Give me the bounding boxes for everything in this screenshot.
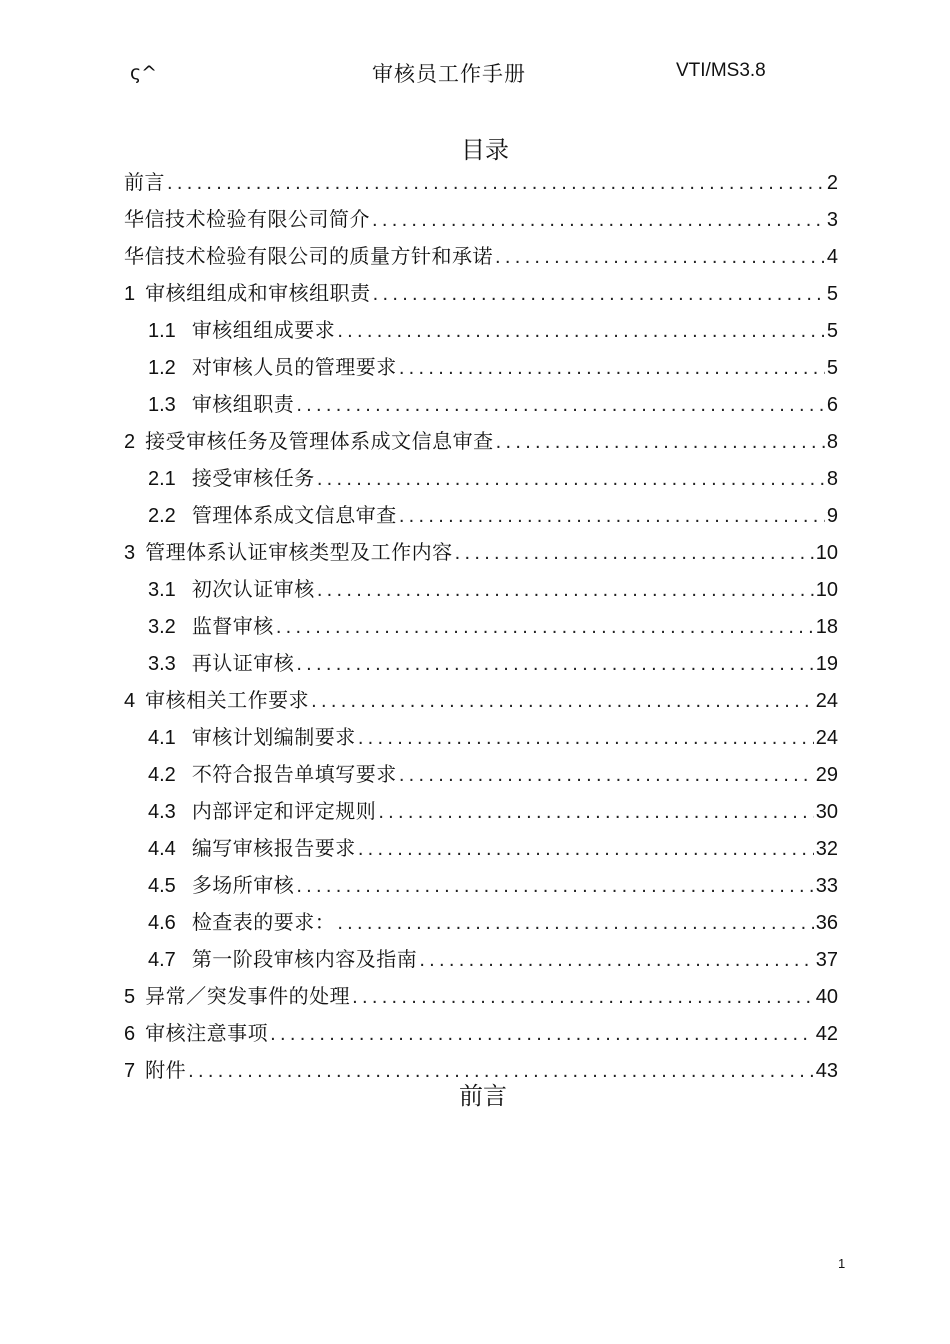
toc-entry[interactable] [124, 608, 838, 645]
toc-entry-page: 5 [826, 320, 838, 342]
toc-entry-number: 7 [124, 1060, 136, 1082]
toc-entry-number: 4.1 [148, 727, 176, 749]
toc-entry-title: 管理体系成文信息审查 [191, 503, 397, 527]
toc-entry-title: 审核组职责 [191, 392, 295, 416]
toc-entry-page: 3 [826, 209, 838, 231]
toc-entry-number: 4.7 [148, 949, 176, 971]
toc-entry-page: 36 [815, 912, 838, 934]
toc-entry-title: 多场所审核 [191, 873, 295, 897]
page-number: 1 [838, 1256, 846, 1271]
toc-dot-leader [296, 646, 813, 683]
toc-heading: 目录 [461, 136, 509, 164]
toc-dot-leader [167, 165, 825, 202]
toc-entry-number: 1.1 [148, 320, 176, 342]
toc-entry[interactable] [124, 830, 838, 867]
toc-entry[interactable] [124, 867, 838, 904]
table-of-contents [124, 164, 838, 1089]
toc-entry-page: 5 [826, 357, 838, 379]
toc-entry-page: 40 [815, 986, 838, 1008]
toc-entry-title: 第一阶段审核内容及指南 [191, 947, 418, 971]
toc-dot-leader [358, 831, 814, 868]
toc-entry-number: 4.3 [148, 801, 176, 823]
toc-dot-leader [337, 905, 813, 942]
toc-entry-number: 1.2 [148, 357, 176, 379]
toc-entry[interactable] [124, 793, 838, 830]
toc-dot-leader [317, 461, 825, 498]
toc-entry-title: 对审核人员的管理要求 [191, 355, 397, 379]
toc-entry-page: 6 [826, 394, 838, 416]
toc-entry-number: 4.4 [148, 838, 176, 860]
toc-entry[interactable] [124, 645, 838, 682]
toc-entry-page: 18 [815, 616, 838, 638]
toc-entry-title: 检查表的要求： [191, 910, 336, 934]
toc-entry[interactable] [124, 275, 838, 312]
toc-entry-number: 4.2 [148, 764, 176, 786]
toc-entry-page: 9 [826, 505, 838, 527]
toc-entry[interactable] [124, 349, 838, 386]
toc-entry[interactable] [124, 423, 838, 460]
toc-entry-page: 8 [826, 468, 838, 490]
toc-entry-page: 43 [815, 1060, 838, 1082]
toc-entry[interactable] [124, 1015, 838, 1052]
toc-entry[interactable] [124, 941, 838, 978]
toc-entry-number: 2.1 [148, 468, 176, 490]
toc-entry-title: 华信技术检验有限公司简介 [124, 207, 370, 231]
toc-dot-leader [496, 424, 825, 461]
toc-dot-leader [311, 683, 814, 720]
toc-entry-title: 管理体系认证审核类型及工作内容 [145, 540, 453, 564]
toc-entry-number: 1.3 [148, 394, 176, 416]
toc-entry-number: 4 [124, 690, 136, 712]
toc-entry[interactable] [124, 497, 838, 534]
toc-dot-leader [317, 572, 814, 609]
toc-entry-page: 10 [815, 579, 838, 601]
toc-entry-title: 再认证审核 [191, 651, 295, 675]
toc-entry-number: 5 [124, 986, 136, 1008]
toc-entry-title: 异常／突发事件的处理 [145, 984, 351, 1008]
toc-entry-page: 30 [815, 801, 838, 823]
toc-entry[interactable] [124, 386, 838, 423]
toc-entry-page: 2 [826, 172, 838, 194]
toc-entry[interactable] [124, 571, 838, 608]
toc-entry-title: 审核相关工作要求 [145, 688, 310, 712]
toc-entry-number: 3.3 [148, 653, 176, 675]
toc-entry[interactable] [124, 904, 838, 941]
toc-entry-page: 5 [826, 283, 838, 305]
toc-entry[interactable] [124, 978, 838, 1015]
toc-dot-leader [399, 350, 825, 387]
toc-dot-leader [378, 794, 813, 831]
toc-dot-leader [358, 720, 814, 757]
header-mark: ς^ [130, 62, 158, 84]
toc-dot-leader [337, 313, 825, 350]
section-heading: 前言 [459, 1082, 507, 1110]
toc-entry-page: 33 [815, 875, 838, 897]
toc-entry[interactable] [124, 312, 838, 349]
toc-dot-leader [399, 498, 825, 535]
toc-dot-leader [296, 387, 825, 424]
toc-entry[interactable] [124, 756, 838, 793]
toc-entry-title: 华信技术检验有限公司的质量方针和承诺 [124, 244, 493, 268]
toc-entry-title: 附件 [145, 1058, 187, 1082]
toc-dot-leader [495, 239, 825, 276]
toc-entry-title: 前言 [124, 170, 165, 194]
toc-dot-leader [373, 276, 825, 313]
toc-entry-number: 4.6 [148, 912, 176, 934]
toc-entry[interactable] [124, 682, 838, 719]
toc-entry[interactable] [124, 534, 838, 571]
toc-entry-number: 2.2 [148, 505, 176, 527]
toc-entry-title: 接受审核任务及管理体系成文信息审查 [145, 429, 494, 453]
toc-dot-leader [352, 979, 814, 1016]
toc-dot-leader [372, 202, 825, 239]
toc-entry-title: 编写审核报告要求 [191, 836, 356, 860]
toc-entry-page: 24 [815, 690, 838, 712]
toc-entry-title: 审核计划编制要求 [191, 725, 356, 749]
toc-dot-leader [399, 757, 814, 794]
toc-entry-title: 审核组组成要求 [191, 318, 336, 342]
toc-entry-page: 10 [815, 542, 838, 564]
toc-entry-page: 37 [815, 949, 838, 971]
toc-entry-number: 1 [124, 283, 136, 305]
toc-entry-title: 不符合报告单填写要求 [191, 762, 397, 786]
toc-entry-page: 29 [815, 764, 838, 786]
toc-entry-page: 8 [826, 431, 838, 453]
toc-entry-number: 4.5 [148, 875, 176, 897]
toc-entry-title: 接受审核任务 [191, 466, 315, 490]
toc-entry[interactable] [124, 164, 838, 201]
toc-entry-title: 审核注意事项 [145, 1021, 269, 1045]
toc-dot-leader [276, 609, 814, 646]
document-title: 审核员工作手册 [372, 62, 526, 86]
toc-entry-title: 初次认证审核 [191, 577, 315, 601]
toc-entry-page: 42 [815, 1023, 838, 1045]
toc-dot-leader [419, 942, 813, 979]
toc-entry-page: 4 [826, 246, 838, 268]
toc-entry-number: 3.1 [148, 579, 176, 601]
toc-entry[interactable] [124, 238, 838, 275]
document-code: VTI/MS3.8 [676, 60, 766, 81]
toc-entry-number: 2 [124, 431, 136, 453]
toc-entry-page: 32 [815, 838, 838, 860]
toc-entry-title: 监督审核 [191, 614, 274, 638]
toc-entry-title: 审核组组成和审核组职责 [145, 281, 371, 305]
toc-entry-page: 24 [815, 727, 838, 749]
toc-dot-leader [455, 535, 814, 572]
toc-entry-title: 内部评定和评定规则 [191, 799, 377, 823]
toc-entry[interactable] [124, 719, 838, 756]
toc-dot-leader [296, 868, 813, 905]
toc-entry[interactable] [124, 201, 838, 238]
toc-entry[interactable] [124, 460, 838, 497]
toc-entry-number: 3 [124, 542, 136, 564]
toc-entry-number: 3.2 [148, 616, 176, 638]
toc-dot-leader [270, 1016, 814, 1053]
toc-entry-page: 19 [815, 653, 838, 675]
toc-entry-number: 6 [124, 1023, 136, 1045]
